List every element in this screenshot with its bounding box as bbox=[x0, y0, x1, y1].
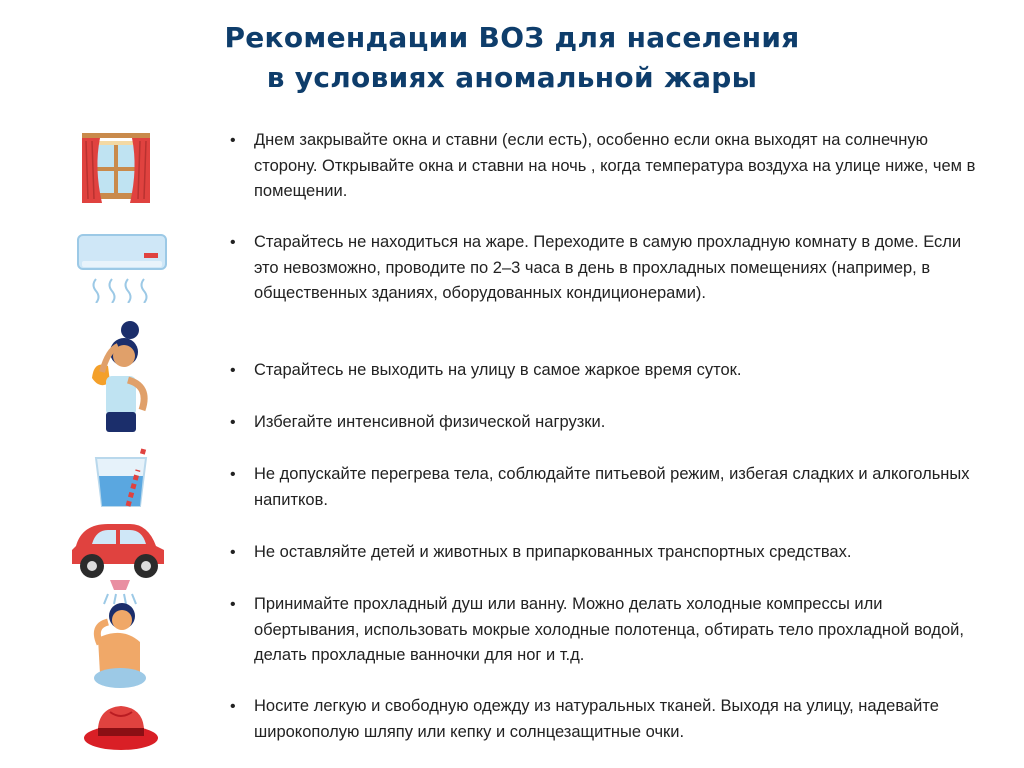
window-curtains-icon bbox=[78, 133, 154, 207]
bullet: • bbox=[230, 596, 236, 613]
bullet: • bbox=[230, 362, 236, 379]
item-text: Днем закрывайте окна и ставни (если есть), особенно если окна выходят на солнечную сторону. Открывайте окна и ставни на ночь , когда температура воздуха на улице ниже, чем в помещении. bbox=[254, 131, 976, 200]
list-item-4 bbox=[230, 410, 990, 436]
item-text: Старайтесь не выходить на улицу в самое жаркое время суток. bbox=[254, 361, 742, 379]
bullet: • bbox=[230, 698, 236, 715]
bullet: • bbox=[230, 414, 236, 431]
bullet: • bbox=[230, 132, 236, 149]
item-text: Принимайте прохладный душ или ванну. Можно делать холодные компрессы или обертывания, использовать мокрые холодные полотенца, обтирать тело прохладной водой, делать прохладные ванночки для ног и т.д. bbox=[254, 595, 964, 664]
item-text: Избегайте интенсивной физической нагрузки. bbox=[254, 413, 606, 431]
list-item-1 bbox=[230, 128, 990, 205]
list-item-3 bbox=[230, 358, 990, 384]
car-icon bbox=[68, 518, 168, 580]
page-title bbox=[0, 18, 1024, 98]
item-text: Старайтесь не находиться на жаре. Переходите в самую прохладную комнату в доме. Если это невозможно, проводите по 2–3 часа в день в прохладных помещениях (например, в общественных зданиях, оборудованных кондиционерами). bbox=[254, 233, 962, 302]
title-line-1: Рекомендации ВОЗ для населения bbox=[224, 21, 800, 54]
air-conditioner-icon bbox=[76, 233, 168, 303]
item-text: Не допускайте перегрева тела, соблюдайте питьевой режим, избегая сладких и алкогольных напитков. bbox=[254, 465, 970, 509]
item-text: Носите легкую и свободную одежду из натуральных тканей. Выходя на улицу, надевайте широкополую шляпу или кепку и солнцезащитные очки. bbox=[254, 697, 939, 741]
list-item-8 bbox=[230, 694, 990, 745]
list-item-5 bbox=[230, 462, 990, 513]
item-text: Не оставляйте детей и животных в припаркованных транспортных средствах. bbox=[254, 543, 852, 561]
hot-person-icon bbox=[88, 320, 154, 434]
list-item-6 bbox=[230, 540, 990, 566]
hat-icon bbox=[82, 700, 160, 752]
list-item-2 bbox=[230, 230, 990, 307]
bullet: • bbox=[230, 234, 236, 251]
bullet: • bbox=[230, 544, 236, 561]
shower-person-icon bbox=[88, 578, 152, 692]
title-line-2: в условиях аномальной жары bbox=[266, 61, 758, 94]
bullet: • bbox=[230, 466, 236, 483]
list-item-7 bbox=[230, 592, 990, 669]
water-glass-icon bbox=[92, 444, 158, 510]
